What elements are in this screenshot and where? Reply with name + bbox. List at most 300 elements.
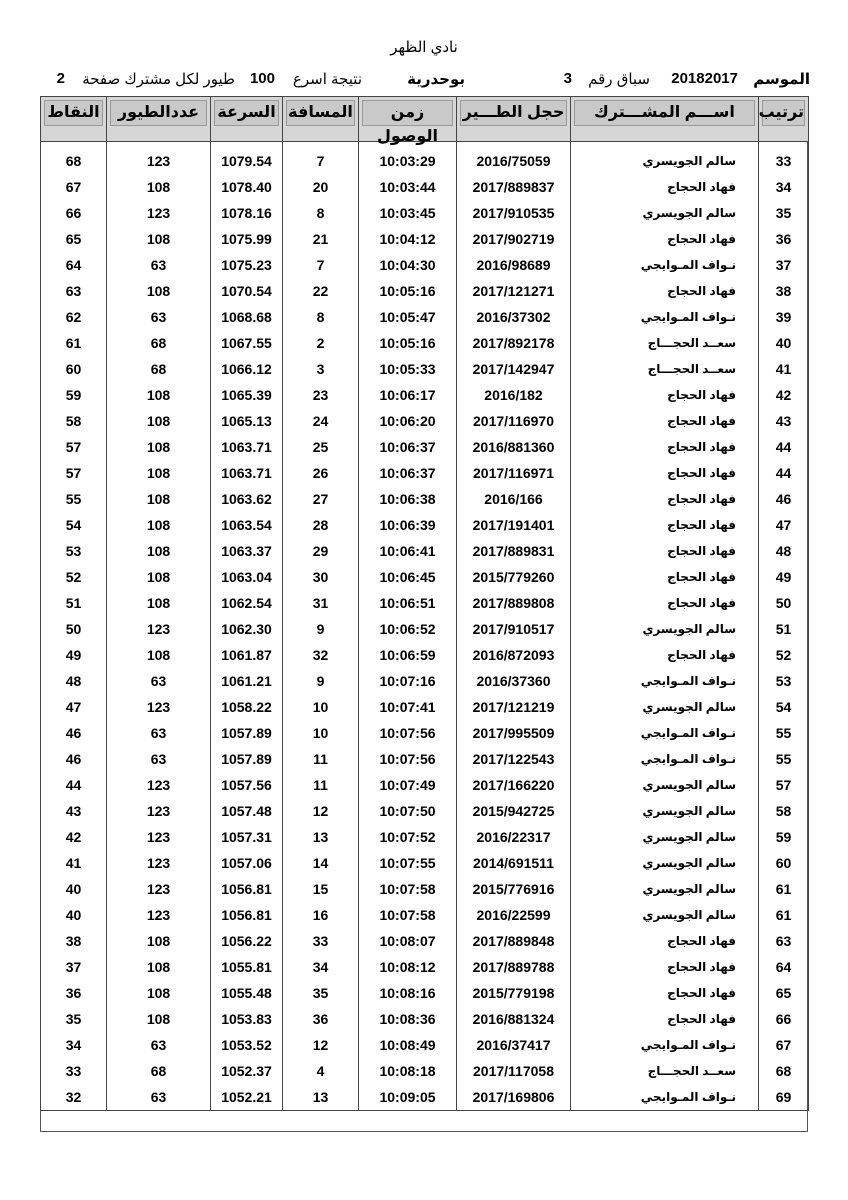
- distance-cell: 10: [283, 694, 359, 720]
- col-ring-header: [457, 97, 571, 142]
- distance-cell: 24: [283, 408, 359, 434]
- ring-cell: 2015/942725: [457, 798, 571, 824]
- table-row: [41, 1006, 809, 1032]
- speed-cell: 1063.71: [211, 434, 283, 460]
- arrival-time-cell: 10:06:38: [359, 486, 457, 512]
- participant-cell: سالم الجويسري: [571, 200, 759, 226]
- rank-cell: 57: [759, 772, 809, 798]
- distance-cell: 33: [283, 928, 359, 954]
- distance-cell: 4: [283, 1058, 359, 1084]
- participant-cell: سالم الجويسري: [571, 694, 759, 720]
- ring-cell: 2017/191401: [457, 512, 571, 538]
- distance-cell: 11: [283, 772, 359, 798]
- arrival-time-cell: 10:05:16: [359, 330, 457, 356]
- rank-cell: 51: [759, 616, 809, 642]
- points-cell: 52: [41, 564, 107, 590]
- arrival-time-cell: 10:03:44: [359, 174, 457, 200]
- points-cell: 59: [41, 382, 107, 408]
- points-cell: 66: [41, 200, 107, 226]
- distance-cell: 11: [283, 746, 359, 772]
- participant-cell: سالم الجويسري: [571, 798, 759, 824]
- rank-cell: 68: [759, 1058, 809, 1084]
- points-cell: 67: [41, 174, 107, 200]
- table-row: [41, 382, 809, 408]
- ring-cell: 2017/889848: [457, 928, 571, 954]
- points-cell: 61: [41, 330, 107, 356]
- arrival-time-cell: 10:05:33: [359, 356, 457, 382]
- speed-cell: 1057.06: [211, 850, 283, 876]
- ring-cell: 2016/75059: [457, 142, 571, 175]
- points-cell: 68: [41, 142, 107, 175]
- col-speed-header-label: السرعة: [214, 100, 279, 126]
- participant-cell: فهاد الحجاج: [571, 512, 759, 538]
- distance-cell: 10: [283, 720, 359, 746]
- table-row: [41, 720, 809, 746]
- rank-cell: 50: [759, 590, 809, 616]
- table-row: [41, 1058, 809, 1084]
- rank-cell: 33: [759, 142, 809, 175]
- rank-cell: 47: [759, 512, 809, 538]
- distance-cell: 36: [283, 1006, 359, 1032]
- table-header-row: [41, 97, 809, 142]
- col-bird-count-header-label: عددالطيور: [110, 100, 207, 126]
- arrival-time-cell: 10:06:59: [359, 642, 457, 668]
- participant-cell: فهاد الحجاج: [571, 278, 759, 304]
- points-cell: 36: [41, 980, 107, 1006]
- speed-cell: 1056.22: [211, 928, 283, 954]
- rank-cell: 67: [759, 1032, 809, 1058]
- speed-cell: 1055.48: [211, 980, 283, 1006]
- speed-cell: 1056.81: [211, 876, 283, 902]
- col-arrival-time-header-label: زمن الوصول: [362, 100, 453, 126]
- rank-cell: 55: [759, 720, 809, 746]
- col-arrival-time-header: [359, 97, 457, 145]
- distance-cell: 2: [283, 330, 359, 356]
- table-row: [41, 200, 809, 226]
- distance-cell: 9: [283, 616, 359, 642]
- speed-cell: 1075.23: [211, 252, 283, 278]
- table-row: [41, 590, 809, 616]
- arrival-time-cell: 10:06:37: [359, 460, 457, 486]
- rank-cell: 34: [759, 174, 809, 200]
- ring-cell: 2017/902719: [457, 226, 571, 252]
- arrival-time-cell: 10:06:39: [359, 512, 457, 538]
- bird-count-cell: 123: [107, 142, 211, 175]
- participant-cell: سالم الجويسري: [571, 616, 759, 642]
- distance-cell: 28: [283, 512, 359, 538]
- rank-cell: 63: [759, 928, 809, 954]
- rank-cell: 39: [759, 304, 809, 330]
- arrival-time-cell: 10:08:18: [359, 1058, 457, 1084]
- rank-cell: 46: [759, 486, 809, 512]
- points-cell: 41: [41, 850, 107, 876]
- arrival-time-cell: 10:06:20: [359, 408, 457, 434]
- result-label: نتيجة اسرع: [292, 71, 362, 88]
- table-body: [41, 142, 809, 1111]
- rank-cell: 44: [759, 434, 809, 460]
- bird-count-cell: 108: [107, 954, 211, 980]
- col-speed-header: [211, 97, 283, 142]
- bird-count-cell: 63: [107, 668, 211, 694]
- points-cell: 57: [41, 434, 107, 460]
- participant-cell: سالم الجويسري: [571, 142, 759, 175]
- bird-count-cell: 123: [107, 876, 211, 902]
- participant-cell: نـواف المـوايجي: [571, 1032, 759, 1058]
- speed-cell: 1065.39: [211, 382, 283, 408]
- ring-cell: 2017/889808: [457, 590, 571, 616]
- rank-cell: 42: [759, 382, 809, 408]
- participant-cell: سعــد الحجـــاج: [571, 330, 759, 356]
- bird-count-cell: 108: [107, 642, 211, 668]
- table-row: [41, 876, 809, 902]
- distance-cell: 14: [283, 850, 359, 876]
- speed-cell: 1061.21: [211, 668, 283, 694]
- distance-cell: 32: [283, 642, 359, 668]
- col-ring-header-label: حجل الطـــير: [460, 100, 567, 126]
- participant-cell: سالم الجويسري: [571, 850, 759, 876]
- table-row: [41, 174, 809, 200]
- rank-cell: 55: [759, 746, 809, 772]
- participant-cell: فهاد الحجاج: [571, 382, 759, 408]
- ring-cell: 2016/881324: [457, 1006, 571, 1032]
- points-cell: 37: [41, 954, 107, 980]
- result-count: 100: [249, 70, 275, 87]
- ring-cell: 2016/37417: [457, 1032, 571, 1058]
- arrival-time-cell: 10:04:12: [359, 226, 457, 252]
- location: بوحدرية: [407, 71, 465, 88]
- table-row: [41, 1032, 809, 1058]
- arrival-time-cell: 10:08:07: [359, 928, 457, 954]
- table-row: [41, 538, 809, 564]
- participant-cell: فهاد الحجاج: [571, 174, 759, 200]
- distance-cell: 12: [283, 1032, 359, 1058]
- distance-cell: 26: [283, 460, 359, 486]
- bird-count-cell: 108: [107, 564, 211, 590]
- distance-cell: 13: [283, 1084, 359, 1111]
- speed-cell: 1053.52: [211, 1032, 283, 1058]
- participant-cell: فهاد الحجاج: [571, 1006, 759, 1032]
- participant-cell: سالم الجويسري: [571, 876, 759, 902]
- arrival-time-cell: 10:08:12: [359, 954, 457, 980]
- points-cell: 34: [41, 1032, 107, 1058]
- ring-cell: 2015/779260: [457, 564, 571, 590]
- bird-count-cell: 108: [107, 174, 211, 200]
- bird-count-cell: 123: [107, 694, 211, 720]
- arrival-time-cell: 10:06:45: [359, 564, 457, 590]
- ring-cell: 2016/37302: [457, 304, 571, 330]
- arrival-time-cell: 10:07:56: [359, 720, 457, 746]
- ring-cell: 2016/37360: [457, 668, 571, 694]
- speed-cell: 1057.89: [211, 720, 283, 746]
- participant-cell: نـواف المـوايجي: [571, 1084, 759, 1111]
- col-points-header: [41, 97, 107, 142]
- bird-count-cell: 123: [107, 850, 211, 876]
- distance-cell: 23: [283, 382, 359, 408]
- participant-cell: سالم الجويسري: [571, 772, 759, 798]
- speed-cell: 1062.54: [211, 590, 283, 616]
- table-row: [41, 668, 809, 694]
- distance-cell: 31: [283, 590, 359, 616]
- points-cell: 47: [41, 694, 107, 720]
- club-title: نادي الظهر: [390, 39, 458, 56]
- points-cell: 50: [41, 616, 107, 642]
- table-row: [41, 564, 809, 590]
- bird-count-cell: 108: [107, 928, 211, 954]
- points-cell: 53: [41, 538, 107, 564]
- ring-cell: 2017/117058: [457, 1058, 571, 1084]
- table-row: [41, 460, 809, 486]
- participant-cell: نـواف المـوايجي: [571, 746, 759, 772]
- table-row: [41, 252, 809, 278]
- arrival-time-cell: 10:07:58: [359, 876, 457, 902]
- arrival-time-cell: 10:05:16: [359, 278, 457, 304]
- ring-cell: 2017/889788: [457, 954, 571, 980]
- ring-cell: 2016/182: [457, 382, 571, 408]
- speed-cell: 1068.68: [211, 304, 283, 330]
- table-row: [41, 616, 809, 642]
- distance-cell: 22: [283, 278, 359, 304]
- participant-cell: نـواف المـوايجي: [571, 252, 759, 278]
- bird-count-cell: 108: [107, 1006, 211, 1032]
- rank-cell: 40: [759, 330, 809, 356]
- table-row: [41, 694, 809, 720]
- participant-cell: سعــد الحجـــاج: [571, 356, 759, 382]
- table-row: [41, 642, 809, 668]
- bird-count-cell: 108: [107, 512, 211, 538]
- arrival-time-cell: 10:06:17: [359, 382, 457, 408]
- table-row: [41, 356, 809, 382]
- speed-cell: 1078.16: [211, 200, 283, 226]
- distance-cell: 7: [283, 252, 359, 278]
- bird-count-cell: 108: [107, 226, 211, 252]
- speed-cell: 1062.30: [211, 616, 283, 642]
- arrival-time-cell: 10:08:49: [359, 1032, 457, 1058]
- race-number: 3: [563, 70, 572, 87]
- rank-cell: 35: [759, 200, 809, 226]
- speed-cell: 1052.37: [211, 1058, 283, 1084]
- arrival-time-cell: 10:08:16: [359, 980, 457, 1006]
- bird-count-cell: 63: [107, 1032, 211, 1058]
- points-cell: 64: [41, 252, 107, 278]
- speed-cell: 1075.99: [211, 226, 283, 252]
- bird-count-cell: 108: [107, 486, 211, 512]
- table-row: [41, 772, 809, 798]
- arrival-time-cell: 10:06:37: [359, 434, 457, 460]
- ring-cell: 2017/142947: [457, 356, 571, 382]
- distance-cell: 25: [283, 434, 359, 460]
- rank-cell: 52: [759, 642, 809, 668]
- speed-cell: 1078.40: [211, 174, 283, 200]
- table-row: [41, 330, 809, 356]
- rank-cell: 65: [759, 980, 809, 1006]
- birds-per-member-label: طيور لكل مشترك صفحة: [82, 71, 235, 88]
- points-cell: 46: [41, 746, 107, 772]
- participant-cell: فهاد الحجاج: [571, 460, 759, 486]
- ring-cell: 2014/691511: [457, 850, 571, 876]
- bird-count-cell: 108: [107, 980, 211, 1006]
- speed-cell: 1063.37: [211, 538, 283, 564]
- speed-cell: 1070.54: [211, 278, 283, 304]
- arrival-time-cell: 10:07:56: [359, 746, 457, 772]
- distance-cell: 16: [283, 902, 359, 928]
- points-cell: 60: [41, 356, 107, 382]
- participant-cell: فهاد الحجاج: [571, 590, 759, 616]
- distance-cell: 20: [283, 174, 359, 200]
- rank-cell: 66: [759, 1006, 809, 1032]
- speed-cell: 1066.12: [211, 356, 283, 382]
- bird-count-cell: 123: [107, 798, 211, 824]
- table-row: [41, 304, 809, 330]
- participant-cell: نـواف المـوايجي: [571, 720, 759, 746]
- participant-cell: فهاد الحجاج: [571, 226, 759, 252]
- speed-cell: 1061.87: [211, 642, 283, 668]
- col-bird-count-header: [107, 97, 211, 142]
- bird-count-cell: 108: [107, 408, 211, 434]
- points-cell: 58: [41, 408, 107, 434]
- distance-cell: 27: [283, 486, 359, 512]
- ring-cell: 2017/121219: [457, 694, 571, 720]
- speed-cell: 1063.71: [211, 460, 283, 486]
- speed-cell: 1067.55: [211, 330, 283, 356]
- distance-cell: 12: [283, 798, 359, 824]
- participant-cell: نـواف المـوايجي: [571, 668, 759, 694]
- arrival-time-cell: 10:07:52: [359, 824, 457, 850]
- table-row: [41, 850, 809, 876]
- ring-cell: 2017/910517: [457, 616, 571, 642]
- rank-cell: 64: [759, 954, 809, 980]
- season-value: 20182017: [671, 70, 738, 87]
- rank-cell: 49: [759, 564, 809, 590]
- rank-cell: 53: [759, 668, 809, 694]
- col-rank-header-label: ترتيب: [762, 100, 805, 126]
- distance-cell: 15: [283, 876, 359, 902]
- ring-cell: 2017/889837: [457, 174, 571, 200]
- speed-cell: 1058.22: [211, 694, 283, 720]
- ring-cell: 2016/166: [457, 486, 571, 512]
- distance-cell: 29: [283, 538, 359, 564]
- table-row: [41, 798, 809, 824]
- rank-cell: 60: [759, 850, 809, 876]
- table-row: [41, 928, 809, 954]
- race-label: سباق رقم: [588, 71, 650, 88]
- speed-cell: 1057.48: [211, 798, 283, 824]
- arrival-time-cell: 10:07:41: [359, 694, 457, 720]
- points-cell: 65: [41, 226, 107, 252]
- participant-cell: فهاد الحجاج: [571, 564, 759, 590]
- speed-cell: 1079.54: [211, 142, 283, 175]
- speed-cell: 1053.83: [211, 1006, 283, 1032]
- table-row: [41, 486, 809, 512]
- distance-cell: 35: [283, 980, 359, 1006]
- arrival-time-cell: 10:07:58: [359, 902, 457, 928]
- bird-count-cell: 63: [107, 252, 211, 278]
- ring-cell: 2017/995509: [457, 720, 571, 746]
- rank-cell: 54: [759, 694, 809, 720]
- ring-cell: 2017/169806: [457, 1084, 571, 1111]
- bird-count-cell: 108: [107, 460, 211, 486]
- bird-count-cell: 68: [107, 356, 211, 382]
- points-cell: 32: [41, 1084, 107, 1111]
- col-distance-header-label: المسافة: [286, 100, 355, 126]
- arrival-time-cell: 10:06:51: [359, 590, 457, 616]
- participant-cell: فهاد الحجاج: [571, 928, 759, 954]
- table-row: [41, 434, 809, 460]
- bird-count-cell: 123: [107, 902, 211, 928]
- arrival-time-cell: 10:03:29: [359, 142, 457, 175]
- ring-cell: 2015/776916: [457, 876, 571, 902]
- points-cell: 44: [41, 772, 107, 798]
- points-cell: 35: [41, 1006, 107, 1032]
- participant-cell: سالم الجويسري: [571, 902, 759, 928]
- page-number: 2: [56, 70, 65, 87]
- table-row: [41, 954, 809, 980]
- bird-count-cell: 108: [107, 538, 211, 564]
- bird-count-cell: 68: [107, 330, 211, 356]
- points-cell: 42: [41, 824, 107, 850]
- bird-count-cell: 123: [107, 772, 211, 798]
- bird-count-cell: 108: [107, 382, 211, 408]
- speed-cell: 1056.81: [211, 902, 283, 928]
- participant-cell: فهاد الحجاج: [571, 486, 759, 512]
- bird-count-cell: 68: [107, 1058, 211, 1084]
- distance-cell: 3: [283, 356, 359, 382]
- ring-cell: 2017/892178: [457, 330, 571, 356]
- rank-cell: 36: [759, 226, 809, 252]
- rank-cell: 58: [759, 798, 809, 824]
- points-cell: 40: [41, 876, 107, 902]
- table-row: [41, 746, 809, 772]
- distance-cell: 8: [283, 304, 359, 330]
- participant-cell: سعــد الحجـــاج: [571, 1058, 759, 1084]
- table-row: [41, 512, 809, 538]
- arrival-time-cell: 10:09:05: [359, 1084, 457, 1111]
- col-distance-header: [283, 97, 359, 142]
- points-cell: 40: [41, 902, 107, 928]
- points-cell: 62: [41, 304, 107, 330]
- table-row: [41, 902, 809, 928]
- season-label: الموسم: [753, 71, 810, 88]
- table-row: [41, 980, 809, 1006]
- speed-cell: 1065.13: [211, 408, 283, 434]
- distance-cell: 30: [283, 564, 359, 590]
- col-participant-header: [571, 97, 759, 142]
- participant-cell: فهاد الحجاج: [571, 538, 759, 564]
- points-cell: 63: [41, 278, 107, 304]
- arrival-time-cell: 10:06:41: [359, 538, 457, 564]
- bird-count-cell: 123: [107, 616, 211, 642]
- arrival-time-cell: 10:07:49: [359, 772, 457, 798]
- points-cell: 46: [41, 720, 107, 746]
- points-cell: 49: [41, 642, 107, 668]
- ring-cell: 2017/910535: [457, 200, 571, 226]
- speed-cell: 1052.21: [211, 1084, 283, 1111]
- rank-cell: 69: [759, 1084, 809, 1111]
- points-cell: 48: [41, 668, 107, 694]
- participant-cell: نـواف المـوايجي: [571, 304, 759, 330]
- ring-cell: 2015/779198: [457, 980, 571, 1006]
- arrival-time-cell: 10:06:52: [359, 616, 457, 642]
- col-participant-header-label: اســـم المشـــترك: [574, 100, 755, 126]
- points-cell: 57: [41, 460, 107, 486]
- speed-cell: 1055.81: [211, 954, 283, 980]
- points-cell: 43: [41, 798, 107, 824]
- distance-cell: 9: [283, 668, 359, 694]
- rank-cell: 38: [759, 278, 809, 304]
- bird-count-cell: 63: [107, 720, 211, 746]
- distance-cell: 8: [283, 200, 359, 226]
- points-cell: 51: [41, 590, 107, 616]
- rank-cell: 48: [759, 538, 809, 564]
